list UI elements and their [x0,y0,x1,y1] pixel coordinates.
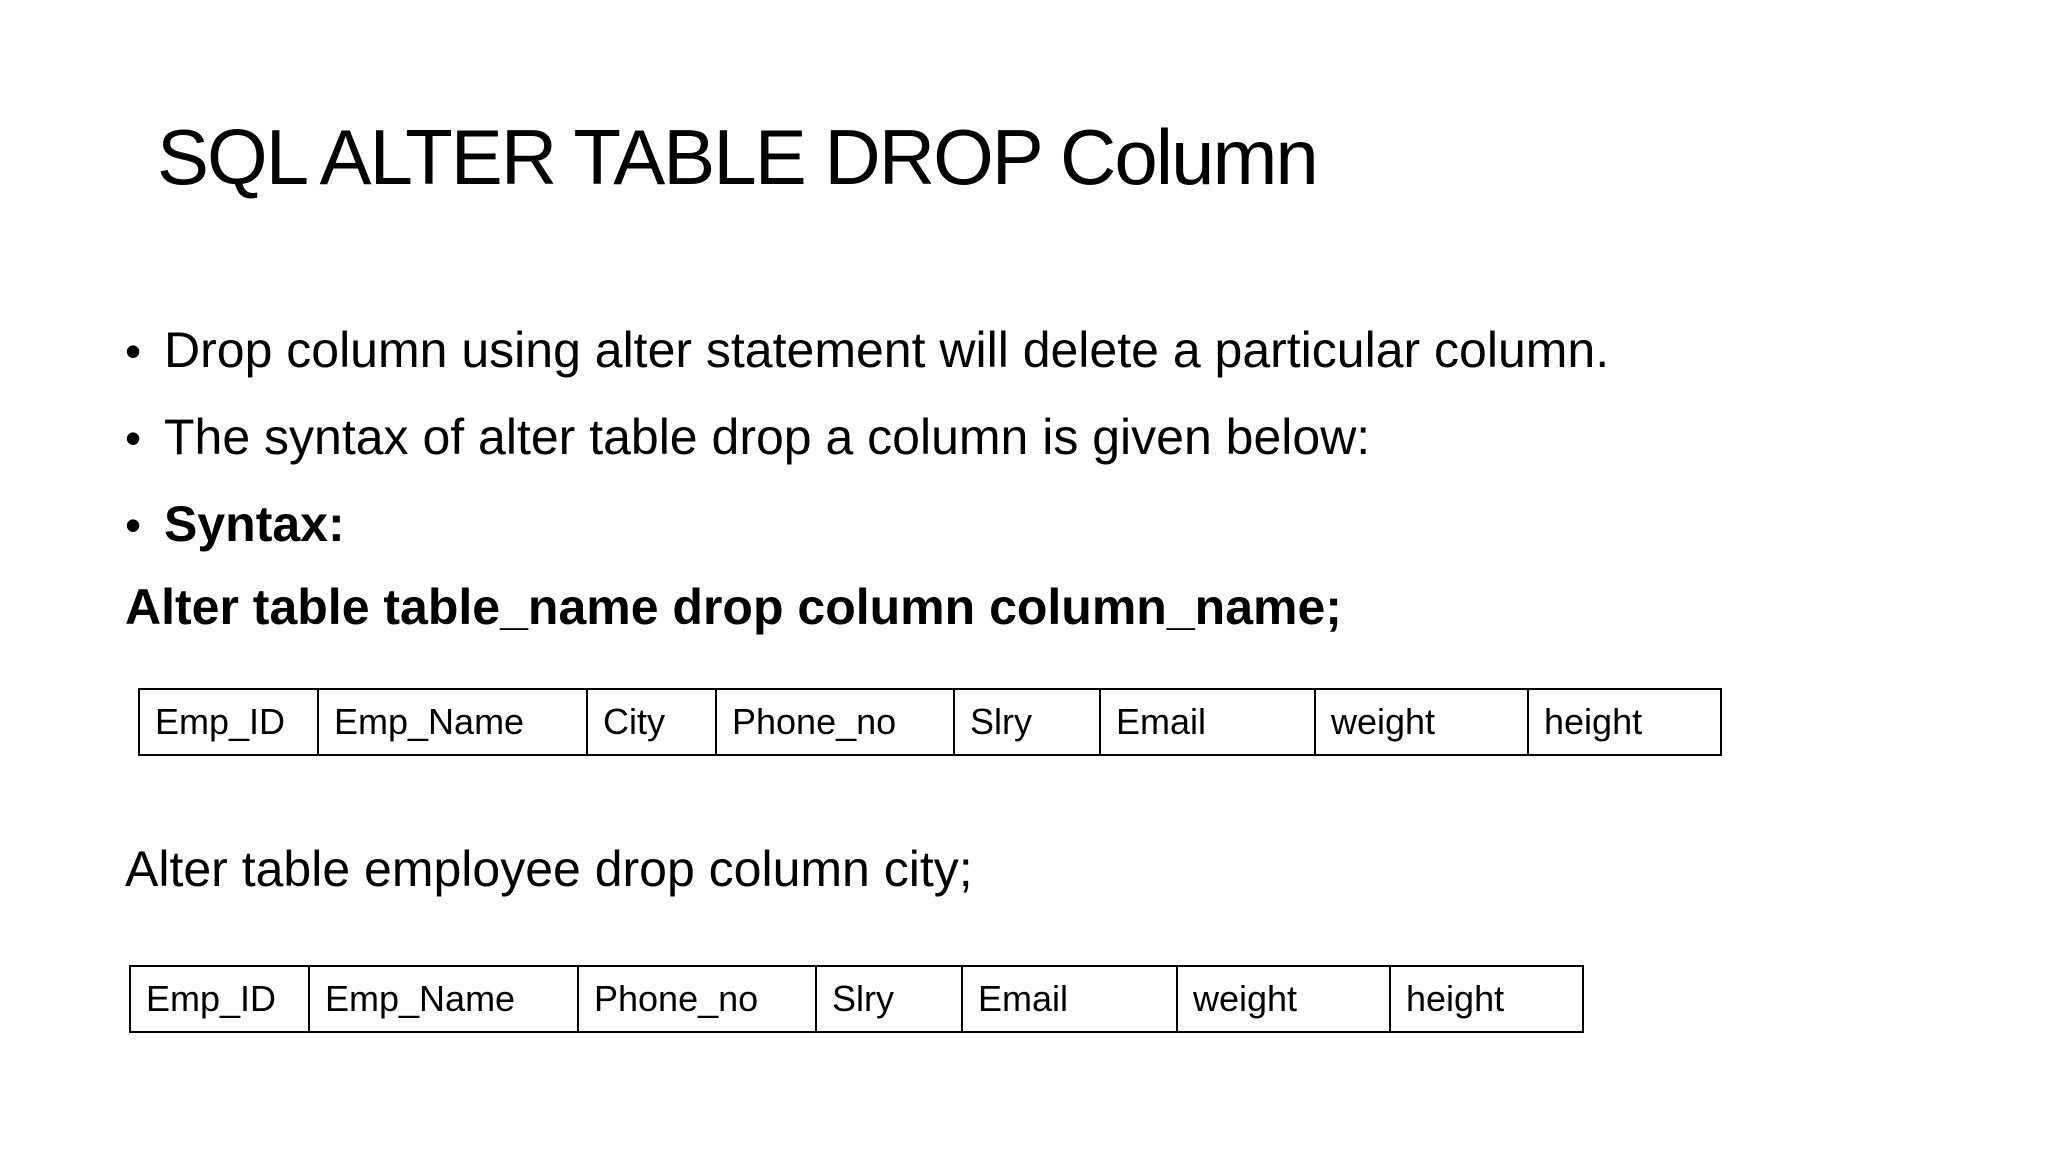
table-cell: Email [1100,689,1315,755]
table-cell: Slry [816,966,962,1032]
example-statement: Alter table employee drop column city; [125,841,973,897]
table-cell: weight [1315,689,1528,755]
table-cell: Phone_no [716,689,954,755]
table-cell: Slry [954,689,1100,755]
bullet-text: The syntax of alter table drop a column is given below: [164,409,1371,465]
table-cell: Emp_ID [139,689,318,755]
bullet-list [125,318,1609,579]
bullet-icon: • [125,325,142,377]
bullet-icon: • [125,412,142,464]
table-cell: Phone_no [578,966,816,1032]
table-cell: height [1528,689,1721,755]
table-cell: height [1390,966,1583,1032]
bullet-text: Drop column using alter statement will delete a particular column. [164,322,1610,378]
table-row [130,966,1583,1032]
columns-table-before [138,688,1722,756]
bullet-item [125,405,1609,492]
bullet-item [125,318,1609,405]
table-cell: Emp_ID [130,966,309,1032]
columns-table-after [129,965,1584,1033]
bullet-text-syntax: Syntax: [164,496,345,552]
table-cell: Email [962,966,1177,1032]
table-cell: Emp_Name [309,966,578,1032]
table-row [139,689,1721,755]
table-cell: weight [1177,966,1390,1032]
table-cell: Emp_Name [318,689,587,755]
syntax-statement: Alter table table_name drop column column_name; [125,579,1342,635]
bullet-icon: • [125,499,142,551]
bullet-item [125,492,1609,579]
table-cell: City [587,689,716,755]
slide-title: SQL ALTER TABLE DROP Column [157,113,1317,201]
